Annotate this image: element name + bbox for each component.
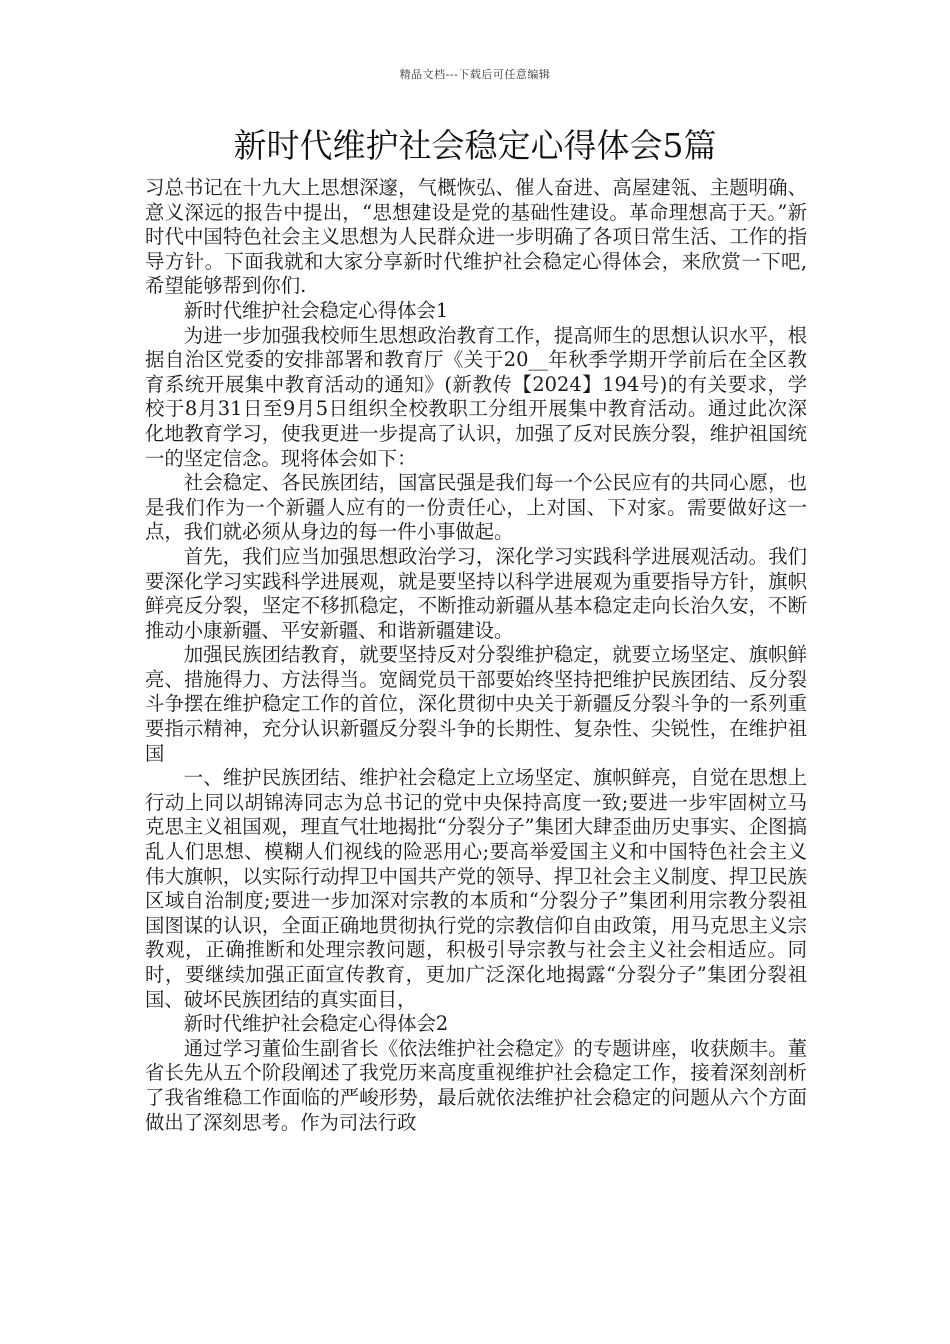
body-paragraph: 加强民族团结教育，就要坚持反对分裂维护稳定，就要立场坚定、旗帜鲜亮、措施得力、方法得当。宽阔党员干部要始终坚持把维护民族团结、反分裂斗争摆在维护稳定工作的首位，深化贯彻中央关于新疆反分裂斗争的一系列重要指示精神，充分认识新疆反分裂斗争的长期性、复杂性、尖锐性，在维护祖国 bbox=[145, 643, 807, 765]
body-paragraph: 一、维护民族团结、维护社会稳定上立场坚定、旗帜鲜亮，自觉在思想上行动上同以胡锦涛同志为总书记的党中央保持高度一致;要进一步牢固树立马克思主义祖国观，理直气壮地揭批“分裂分子”集团大肆歪曲历史事实、企图搞乱人们思想、模糊人们视线的险恶用心;要高举爱国主义和中国特色社会主义伟大旗帜，以实际行动捍卫中国共产党的领导、捍卫社会主义制度、捍卫民族区域自治制度;要进一步加深对宗教的本质和“分裂分子”集团利用宗教分裂祖国图谋的认识，全面正确地贯彻执行党的宗教信仰自由政策，用马克思主义宗教观，正确推断和处理宗教问题，积极引导宗教与社会主义社会相适应。同时，要继续加强正面宣传教育，更加广泛深化地揭露“分裂分子”集团分裂祖国、破坏民族团结的真实面目， bbox=[145, 766, 807, 1011]
document-title: 新时代维护社会稳定心得体会5篇 bbox=[233, 126, 717, 165]
section-heading-1: 新时代维护社会稳定心得体会1 bbox=[183, 298, 449, 322]
body-paragraph: 通过学习董佡生副省长《依法维护社会稳定》的专题讲座，收获颇丰。董省长先从五个阶段阐述了我党历来高度重视维护社会稳定工作，接着深刻剖析了我省维稳工作面临的严峻形势，最后就依法维护社会稳定的问题从六个方面做出了深刻思考。作为司法行政 bbox=[145, 1036, 807, 1134]
intro-paragraph: 习总书记在十九大上思想深邃，气概恢弘、催人奋进、高屋建瓴、主题明确、意义深远的报告中提出，“思想建设是党的基础性建设。革命理想高于天。”新时代中国特色社会主义思想为人民群众进一步明确了各项日常生活、工作的指导方针。下面我就和大家分享新时代维护社会稳定心得体会，来欣赏一下吧,希望能够帮到你们. bbox=[145, 176, 807, 298]
body-paragraph: 为进一步加强我校师生思想政治教育工作，提高师生的思想认识水平，根据自治区党委的安排部署和教育厅《关于20__年秋季学期开学前后在全区教育系统开展集中教育活动的通知》(新教传【2024】194号)的有关要求，学校于8月31日至9月5日组织全校教职工分组开展集中教育活动。通过此次深化地教育学习，使我更进一步提高了认识，加强了反对民族分裂，维护祖国统一的坚定信念。现将体会如下： bbox=[145, 323, 807, 470]
section-heading-2: 新时代维护社会稳定心得体会2 bbox=[183, 1012, 449, 1036]
body-paragraph: 社会稳定、各民族团结，国富民强是我们每一个公民应有的共同心愿，也是我们作为一个新疆人应有的一份责任心，上对国、下对家。需要做好这一点，我们就必须从身边的每一件小事做起。 bbox=[145, 471, 807, 544]
header-note: 精品文档---下载后可任意编辑 bbox=[399, 68, 551, 81]
document-body bbox=[145, 176, 807, 1135]
body-paragraph: 首先，我们应当加强思想政治学习，深化学习实践科学进展观活动。我们要深化学习实践科学进展观，就是要坚持以科学进展观为重要指导方针，旗帜鲜亮反分裂，坚定不移抓稳定，不断推动新疆从基本稳定走向长治久安，不断推动小康新疆、平安新疆、和谐新疆建设。 bbox=[145, 544, 807, 642]
